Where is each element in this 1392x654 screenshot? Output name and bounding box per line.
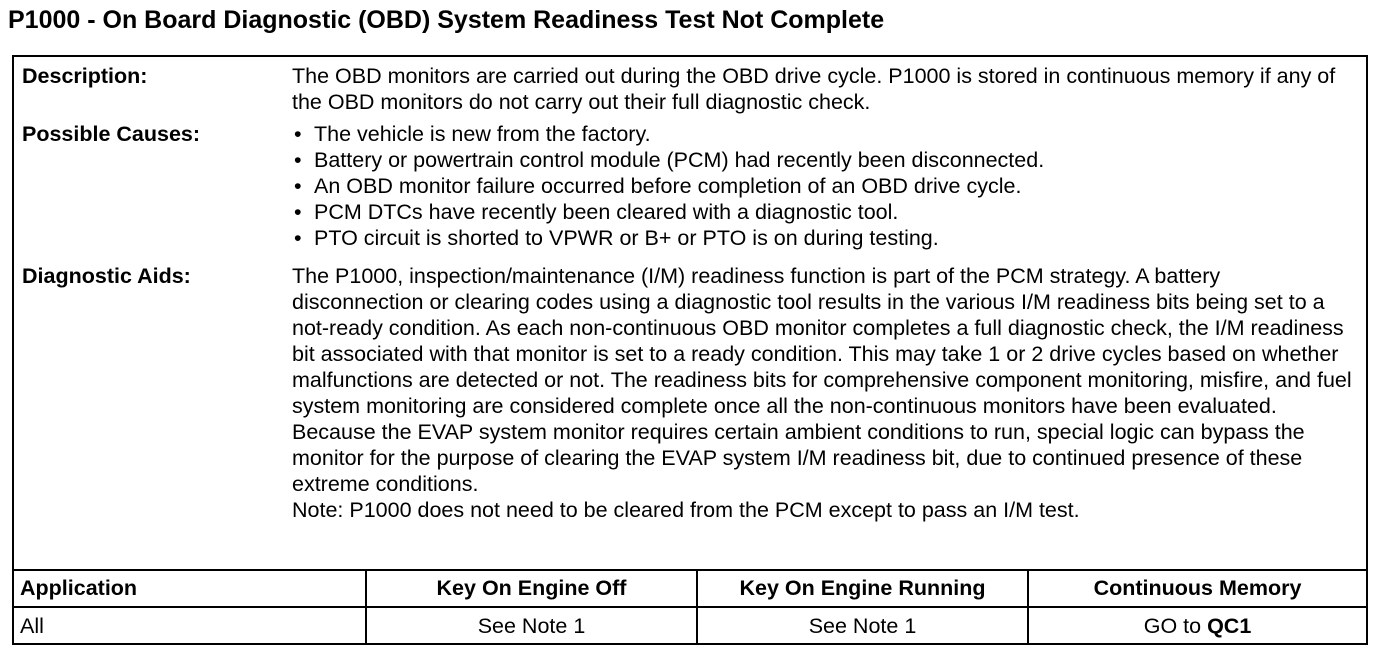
- koeo-cell: See Note 1: [366, 607, 697, 644]
- application-header: Application: [14, 570, 366, 607]
- dtc-info-section: [14, 57, 1366, 569]
- possible-causes-body: [292, 121, 1356, 251]
- goto-prefix: GO to: [1143, 613, 1202, 638]
- possible-causes-label: Possible Causes:: [22, 122, 201, 146]
- page-title: P1000 - On Board Diagnostic (OBD) System Readiness Test Not Complete: [8, 6, 885, 34]
- diagnostic-aids-body: [292, 263, 1356, 523]
- possible-causes-list: [292, 121, 1356, 251]
- diagnostic-aids-row: [14, 257, 1366, 569]
- application-data-row: [14, 607, 1366, 644]
- diagnostic-aids-note: Note: P1000 does not need to be cleared from the PCM except to pass an I/M test.: [292, 498, 1080, 522]
- possible-causes-row: [14, 115, 1366, 255]
- qc1-link[interactable]: QC1: [1207, 613, 1252, 638]
- koer-header: Key On Engine Running: [697, 570, 1028, 607]
- cause-item: • The vehicle is new from the factory.: [292, 121, 1356, 147]
- koeo-header: Key On Engine Off: [366, 570, 697, 607]
- cause-item: • An OBD monitor failure occurred before completion of an OBD drive cycle.: [292, 173, 1356, 199]
- description-text: The OBD monitors are carried out during the OBD drive cycle. P1000 is stored in continuous memory if any of the OBD monitors do not carry out their full diagnostic check.: [292, 64, 1336, 114]
- dtc-info-box: [12, 55, 1368, 645]
- description-label: Description:: [22, 64, 148, 88]
- cause-item: • Battery or powertrain control module (PCM) had recently been disconnected.: [292, 147, 1356, 173]
- diagnostic-aids-label: Diagnostic Aids:: [22, 264, 191, 288]
- continuous-memory-cell: [1028, 607, 1366, 644]
- application-cell: All: [14, 607, 366, 644]
- cause-item: • PCM DTCs have recently been cleared with a diagnostic tool.: [292, 199, 1356, 225]
- application-table: [14, 569, 1366, 644]
- cause-item: • PTO circuit is shorted to VPWR or B+ or PTO is on during testing.: [292, 225, 1356, 251]
- koer-cell: See Note 1: [697, 607, 1028, 644]
- diagnostic-aids-text: The P1000, inspection/maintenance (I/M) readiness function is part of the PCM strategy. A battery disconnection or clearing codes using a diagnostic tool results in the various I/M readiness bits being set to a not-ready condition. As each non-continuous OBD monitor completes a full diagnostic check, the I/M readiness bit associated with that monitor is set to a ready condition. This may take 1 or 2 drive cycles based on whether malfunctions are detected or not. The readiness bits for comprehensive component monitoring, misfire, and fuel system monitoring are considered complete once all the non-continuous monitors have been evaluated. Because the EVAP system monitor requires certain ambient conditions to run, special logic can bypass the monitor for the purpose of clearing the EVAP system I/M readiness bit, due to continued presence of these extreme conditions.: [292, 264, 1352, 496]
- continuous-memory-header: Continuous Memory: [1028, 570, 1366, 607]
- description-row: [14, 57, 1366, 115]
- application-header-row: [14, 570, 1366, 607]
